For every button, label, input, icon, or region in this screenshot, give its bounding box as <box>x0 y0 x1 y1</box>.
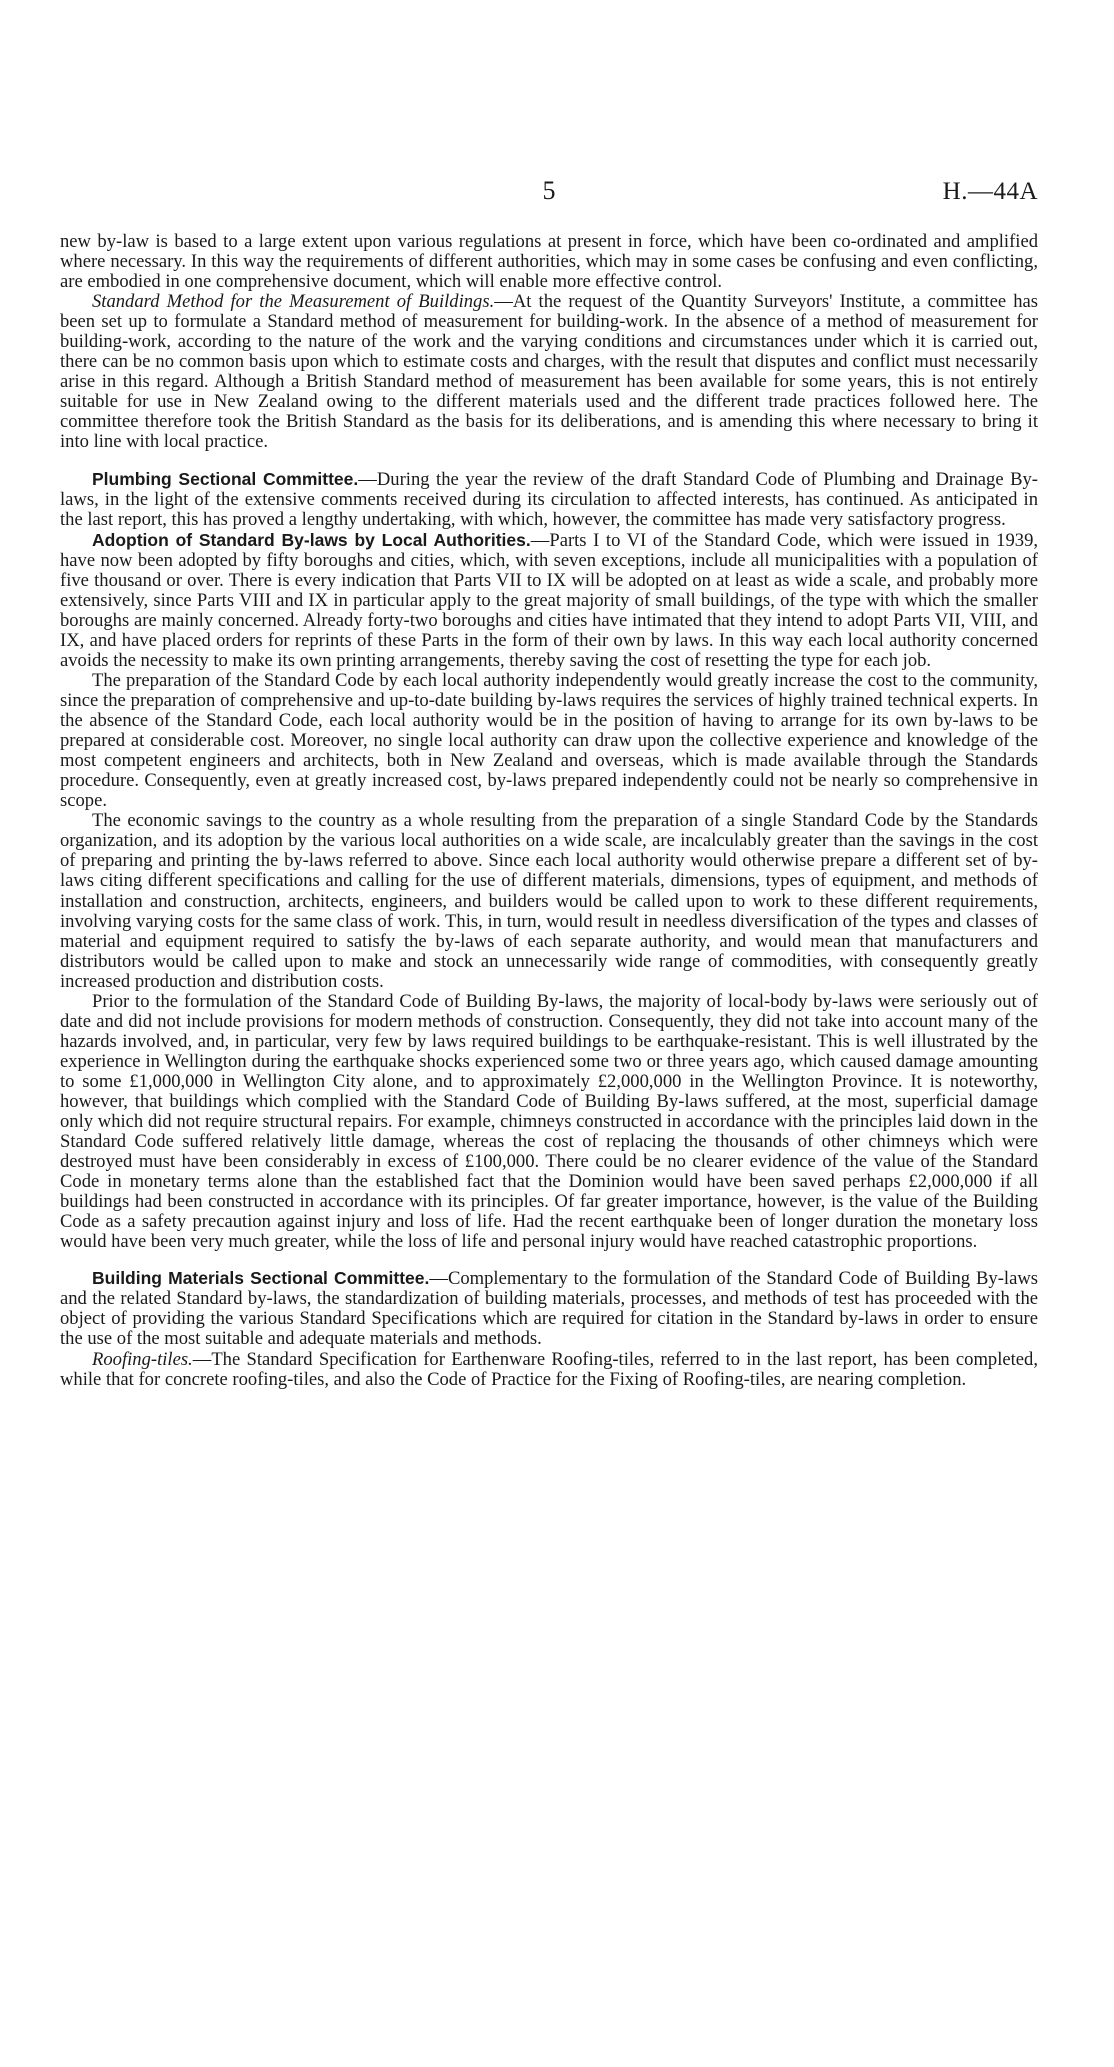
paragraph-adoption-bylaws <box>60 530 1038 671</box>
paragraph-economic-savings <box>60 811 1038 991</box>
paragraph-text: The preparation of the Standard Code by each local authority independently would greatly increase the cost to the community, since the preparation of comprehensive and up-to-date building by-laws requires the services of highly trained technical experts. In the absence of the Standard Code, each local authority would be in the position of having to arrange for its own by-laws to be prepared at considerable cost. Moreover, no single local authority can draw upon the collective experience and knowledge of the most competent engineers and architects, both in New Zealand and overseas, which is made available through the Standards procedure. Consequently, even at greatly increased cost, by-laws prepared independently could not be nearly so comprehensive in scope. <box>60 669 1038 812</box>
paragraph-building-materials <box>60 1268 1038 1349</box>
paragraph-text: —Complementary to the formulation of the Standard Code of Building By-laws and the related Standard by-laws, the standardization of building materials, processes, and methods of test has proceeded with the object of providing the various Standard Specifications which are required for citation in the Standard by-laws in order to ensure the use of the most suitable and adequate materials and methods. <box>60 1268 1038 1350</box>
paragraph-plumbing-committee <box>60 469 1038 530</box>
paragraph-earthquake <box>60 992 1038 1253</box>
paragraph-text: —The Standard Specification for Earthenware Roofing-tiles, referred to in the last report, has been completed, while that for concrete roofing-tiles, and also the Code of Practice for the Fixing of Roofing-tiles, are nearing completion. <box>60 1348 1038 1390</box>
paragraph-text: —During the year the review of the draft Standard Code of Plumbing and Drainage By-laws, in the light of the extensive comments received during its circulation to affected interests, has continued. As anticipated in the last report, this has proved a lengthy undertaking, with which, however, the committee has made very satisfactory progress. <box>60 468 1038 530</box>
paragraph-text: —At the request of the Quantity Surveyors' Institute, a committee has been set up to formulate a Standard method of measurement for building-work. In the absence of a method of measurement for building-work, according to the nature of the work and the varying conditions and circumstances under which it is carried out, there can be no common basis upon which to estimate costs and charges, with the result that disputes and conflict must necessarily arise in this regard. Although a British Standard method of measurement has been available for some years, this is not entirely suitable for use in New Zealand owing to the different materials used and the different trade practices followed here. The committee therefore took the British Standard as the basis for its deliberations, and is amending this where necessary to bring it into line with local practice. <box>60 291 1038 453</box>
section-heading: Adoption of Standard By-laws by Local Authorities. <box>92 529 531 550</box>
paragraph-text: The economic savings to the country as a whole resulting from the preparation of a single Standard Code by the Standards organization, and its adoption by the various local authorities on a wide scale, are incalculably greater than the savings in the cost of preparing and printing the by-laws referred to above. Since each local authority would otherwise prepare a different set of by-laws citing different specifications and calling for the use of different materials, dimensions, types of equipment, and methods of installation and construction, architects, engineers, and builders would be called upon to work to these different requirements, involving varying costs for the same class of work. This, in turn, would result in needless diversification of the types and classes of material and equipment required to satisfy the by-laws of each separate authority, and would mean that manufacturers and distributors would be called upon to make and stock an unnecessarily wide range of commodities, with consequently greatly increased production and distribution costs. <box>60 810 1038 992</box>
paragraph-lead-italic: Roofing-tiles. <box>92 1348 193 1370</box>
paragraph-standard-method <box>60 292 1038 452</box>
paragraph-text: new by-law is based to a large extent upon various regulations at present in force, which have been co-ordinated and amplified where necessary. In this way the requirements of different authorities, which may in some cases be confusing and even conflicting, are embodied in one comprehensive document, which will enable more effective control. <box>60 231 1038 293</box>
paragraph-continuation <box>60 232 1038 292</box>
document-reference: H.—44A <box>942 178 1038 205</box>
paragraph-preparation-cost <box>60 671 1038 811</box>
paragraph-text: —Parts I to VI of the Standard Code, which were issued in 1939, have now been adopted by fifty boroughs and cities, which, with seven exceptions, include all municipalities with a population of five thousand or over. There is every indication that Parts VII to IX will be adopted on at least as wide a scale, and probably more extensively, since Parts VIII and IX in particular apply to the great majority of small buildings, of the type with which the smaller boroughs are mainly concerned. Already forty-two boroughs and cities have intimated that they intend to adopt Parts VII, VIII, and IX, and have placed orders for reprints of these Parts in the form of their own by laws. In this way each local authority concerned avoids the necessity to make its own printing arrangements, thereby saving the cost of resetting the type for each job. <box>60 529 1039 671</box>
paragraph-roofing-tiles <box>60 1350 1038 1390</box>
page-number: 5 <box>542 176 556 205</box>
paragraph-lead-italic: Standard Method for the Measurement of Buildings. <box>92 291 495 313</box>
section-heading: Plumbing Sectional Committee. <box>92 468 359 489</box>
section-heading: Building Materials Sectional Committee. <box>92 1268 430 1289</box>
paragraph-text: Prior to the formulation of the Standard Code of Building By-laws, the majority of local-body by-laws were seriously out of date and did not include provisions for modern methods of construction. Consequently, they did not take into account many of the hazards involved, and, in particular, very few by laws required buildings to be earthquake-resistant. This is well illustrated by the experience in Wellington during the earthquake shocks experienced some two or three years ago, which caused damage amounting to some £1,000,000 in Wellington City alone, and to approximately £2,000,000 in the Wellington Province. It is noteworthy, however, that buildings which complied with the Standard Code of Building By-laws suffered, at the most, superficial damage only which did not require structural repairs. For example, chimneys constructed in accordance with the principles laid down in the Standard Code suffered relatively little damage, whereas the cost of replacing the thousands of other chimneys which were destroyed must have been considerably in excess of £100,000. There could be no clearer evidence of the value of the Standard Code in monetary terms alone than the established fact that the Dominion would have been saved perhaps £2,000,000 if all buildings had been constructed in accordance with its principles. Of far greater importance, however, is the value of the Building Code as a safety precaution against injury and loss of life. Had the recent earthquake been of longer duration the monetary loss would have been very much greater, while the loss of life and personal injury would have reached catastrophic proportions. <box>60 990 1038 1253</box>
page-header <box>60 176 1038 216</box>
document-body <box>60 232 1038 1390</box>
